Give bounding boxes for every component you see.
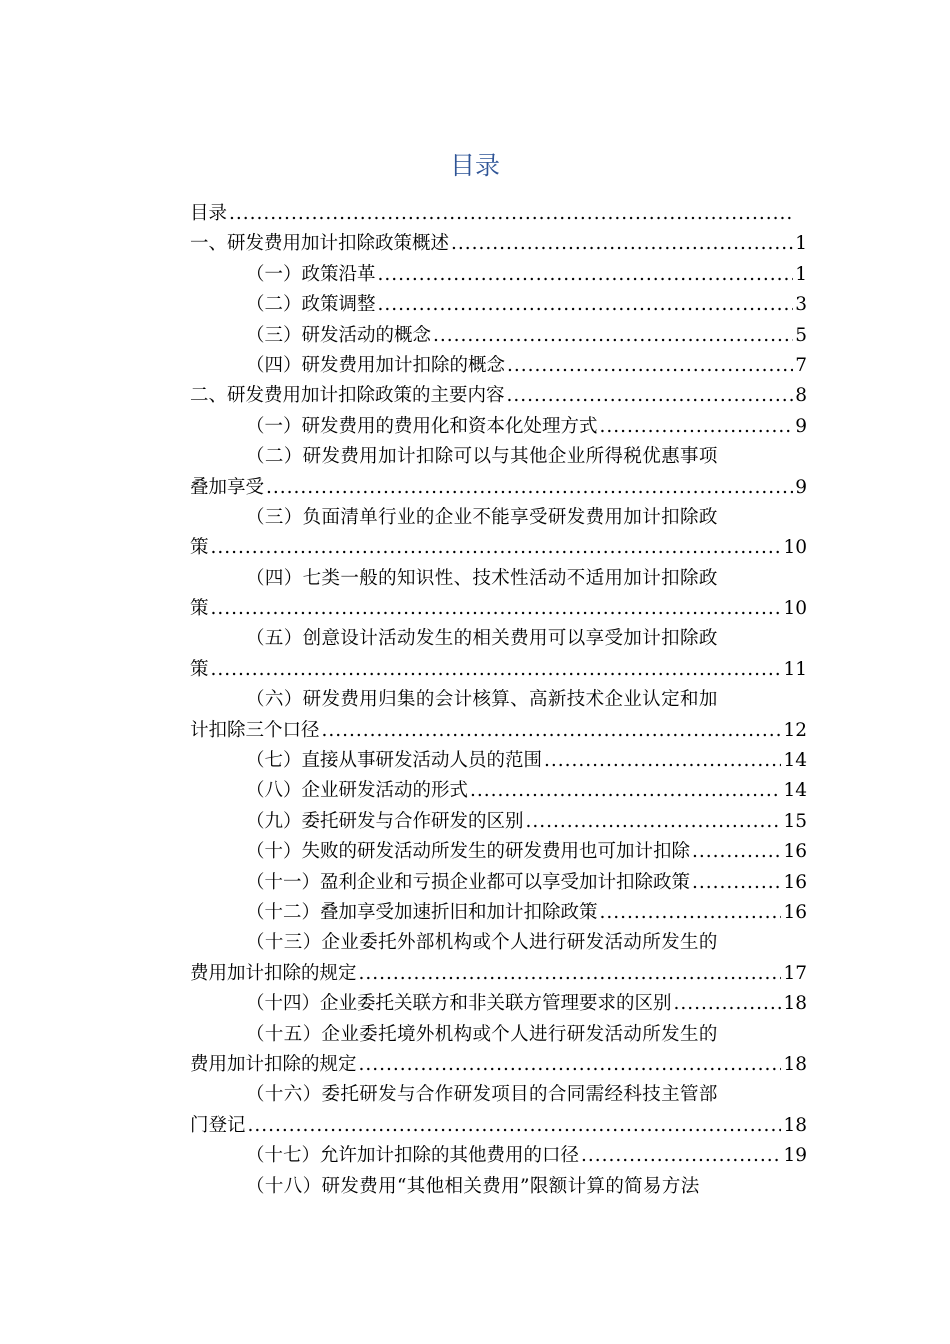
toc-page-number: 8 — [795, 385, 807, 407]
toc-entry[interactable] — [190, 776, 807, 806]
toc-page-number: 5 — [795, 324, 807, 346]
toc-leader-dots — [600, 898, 782, 928]
toc-leader-dots — [600, 412, 794, 442]
toc-entry-text: （四）研发费用加计扣除的概念 — [246, 354, 506, 376]
toc-entry[interactable] — [190, 1020, 807, 1050]
toc-page-number: 18 — [783, 1114, 807, 1136]
toc-entry[interactable] — [190, 473, 807, 503]
toc-page-number: 14 — [783, 780, 807, 802]
toc-entry[interactable] — [190, 655, 807, 685]
toc-leader-dots — [322, 716, 782, 746]
toc-leader-dots — [266, 473, 793, 503]
toc-entry[interactable] — [190, 1141, 807, 1171]
toc-entry[interactable] — [190, 381, 807, 411]
toc-page-number: 18 — [783, 1053, 807, 1075]
toc-entry[interactable] — [190, 412, 807, 442]
toc-page-number: 10 — [783, 537, 807, 559]
toc-entry[interactable] — [190, 716, 807, 746]
toc-entry-text: （六）研发费用归集的会计核算、高新技术企业认定和加 — [246, 689, 718, 711]
toc-entry-text: （二）政策调整 — [246, 294, 376, 316]
toc-page-number: 15 — [783, 810, 807, 832]
toc-entry-text: （一）研发费用的费用化和资本化处理方式 — [246, 415, 598, 437]
toc-entry-text: 策 — [190, 598, 209, 620]
toc-page-number: 9 — [795, 415, 807, 437]
toc-leader-dots — [433, 321, 793, 351]
toc-entry-text: （十六）委托研发与合作研发项目的合同需经科技主管部 — [246, 1084, 718, 1106]
toc-entry[interactable] — [190, 199, 807, 229]
toc-page-number: 18 — [783, 993, 807, 1015]
toc-leader-dots — [526, 807, 782, 837]
toc-leader-dots — [544, 746, 781, 776]
toc-leader-dots — [211, 655, 782, 685]
toc-entry[interactable] — [190, 685, 807, 715]
toc-leader-dots — [692, 837, 781, 867]
toc-entry-text: 策 — [190, 658, 209, 680]
toc-entry[interactable] — [190, 624, 807, 654]
toc-entry[interactable] — [190, 290, 807, 320]
toc-leader-dots — [211, 533, 782, 563]
toc-entry[interactable] — [190, 1111, 807, 1141]
toc-page-number: 17 — [783, 962, 807, 984]
toc-leader-dots — [451, 229, 793, 259]
toc-entry[interactable] — [190, 807, 807, 837]
toc-page-number: 14 — [783, 750, 807, 772]
toc-entry-text: （十七）允许加计扣除的其他费用的口径 — [246, 1145, 580, 1167]
toc-leader-dots — [211, 594, 782, 624]
toc-page-number: 11 — [783, 658, 807, 680]
toc-entry-text: 策 — [190, 537, 209, 559]
toc-entry-text: （十）失败的研发活动所发生的研发费用也可加计扣除 — [246, 841, 691, 863]
toc-entry-text: （三）研发活动的概念 — [246, 324, 432, 346]
toc-entry-text: （十四）企业委托关联方和非关联方管理要求的区别 — [246, 993, 672, 1015]
toc-entry[interactable] — [190, 564, 807, 594]
table-of-contents — [190, 199, 807, 1202]
toc-page-number: 19 — [783, 1145, 807, 1167]
toc-entry[interactable] — [190, 442, 807, 472]
toc-leader-dots — [378, 290, 794, 320]
toc-entry-text: （四）七类一般的知识性、技术性活动不适用加计扣除政 — [246, 567, 718, 589]
toc-entry[interactable] — [190, 533, 807, 563]
toc-page-number: 1 — [795, 233, 807, 255]
toc-entry[interactable] — [190, 229, 807, 259]
toc-entry[interactable] — [190, 868, 807, 898]
toc-entry-text: （七）直接从事研发活动人员的范围 — [246, 750, 543, 772]
toc-leader-dots — [359, 1050, 782, 1080]
toc-entry-text: （十五）企业委托境外机构或个人进行研发活动所发生的 — [246, 1023, 718, 1045]
toc-entry[interactable] — [190, 503, 807, 533]
toc-entry[interactable] — [190, 746, 807, 776]
toc-entry-text: 费用加计扣除的规定 — [190, 1053, 357, 1075]
toc-entry-text: （十三）企业委托外部机构或个人进行研发活动所发生的 — [246, 932, 718, 954]
toc-entry-text: 二、研发费用加计扣除政策的主要内容 — [190, 385, 505, 407]
toc-leader-dots — [470, 776, 781, 806]
toc-entry-text: （八）企业研发活动的形式 — [246, 780, 469, 802]
toc-leader-dots — [674, 989, 782, 1019]
toc-page-number: 12 — [783, 719, 807, 741]
toc-entry-text: （三）负面清单行业的企业不能享受研发费用加计扣除政 — [246, 506, 718, 528]
toc-page-number: 10 — [783, 598, 807, 620]
toc-entry-text: （二）研发费用加计扣除可以与其他企业所得税优惠事项 — [246, 446, 718, 468]
toc-entry-text: （十一）盈利企业和亏损企业都可以享受加计扣除政策 — [246, 871, 691, 893]
toc-page-number: 16 — [783, 841, 807, 863]
toc-entry-text: 计扣除三个口径 — [190, 719, 320, 741]
page-title: 目录 — [449, 151, 500, 180]
toc-entry-text: （十八）研发费用“其他相关费用”限额计算的简易方法 — [246, 1175, 700, 1197]
toc-entry[interactable] — [190, 837, 807, 867]
toc-entry[interactable] — [190, 959, 807, 989]
toc-entry[interactable] — [190, 321, 807, 351]
toc-entry-text: （九）委托研发与合作研发的区别 — [246, 810, 524, 832]
toc-leader-dots — [581, 1141, 781, 1171]
toc-leader-dots — [507, 381, 794, 411]
toc-leader-dots — [692, 868, 781, 898]
toc-entry-text: 门登记 — [190, 1114, 246, 1136]
toc-entry[interactable] — [190, 898, 807, 928]
toc-entry-text: 费用加计扣除的规定 — [190, 962, 357, 984]
toc-entry-text: 目录 — [190, 203, 228, 224]
toc-page-number: 16 — [783, 901, 807, 923]
toc-entry-text: 一、研发费用加计扣除政策概述 — [190, 233, 450, 255]
toc-entry[interactable] — [190, 594, 807, 624]
toc-entry[interactable] — [190, 1050, 807, 1080]
toc-leader-dots — [248, 1111, 782, 1141]
toc-entry-text: （一）政策沿革 — [246, 263, 376, 285]
toc-page-number: 7 — [795, 354, 807, 376]
toc-leader-dots — [229, 199, 795, 229]
toc-page-number: 16 — [783, 871, 807, 893]
toc-entry-text: （五）创意设计活动发生的相关费用可以享受加计扣除政 — [246, 628, 718, 650]
toc-entry-text: 叠加享受 — [190, 476, 265, 498]
toc-leader-dots — [378, 260, 794, 290]
toc-entry-text: （十二）叠加享受加速折旧和加计扣除政策 — [246, 901, 598, 923]
toc-entry[interactable] — [190, 351, 807, 381]
toc-page-number: 1 — [795, 263, 807, 285]
toc-leader-dots — [507, 351, 793, 381]
toc-page-number: 3 — [795, 294, 807, 316]
toc-leader-dots — [359, 959, 782, 989]
toc-entry[interactable] — [190, 989, 807, 1019]
toc-entry[interactable] — [190, 928, 807, 958]
toc-page-number: 9 — [795, 476, 807, 498]
toc-entry[interactable] — [190, 1172, 807, 1202]
toc-entry[interactable] — [190, 1080, 807, 1110]
toc-entry[interactable] — [190, 260, 807, 290]
